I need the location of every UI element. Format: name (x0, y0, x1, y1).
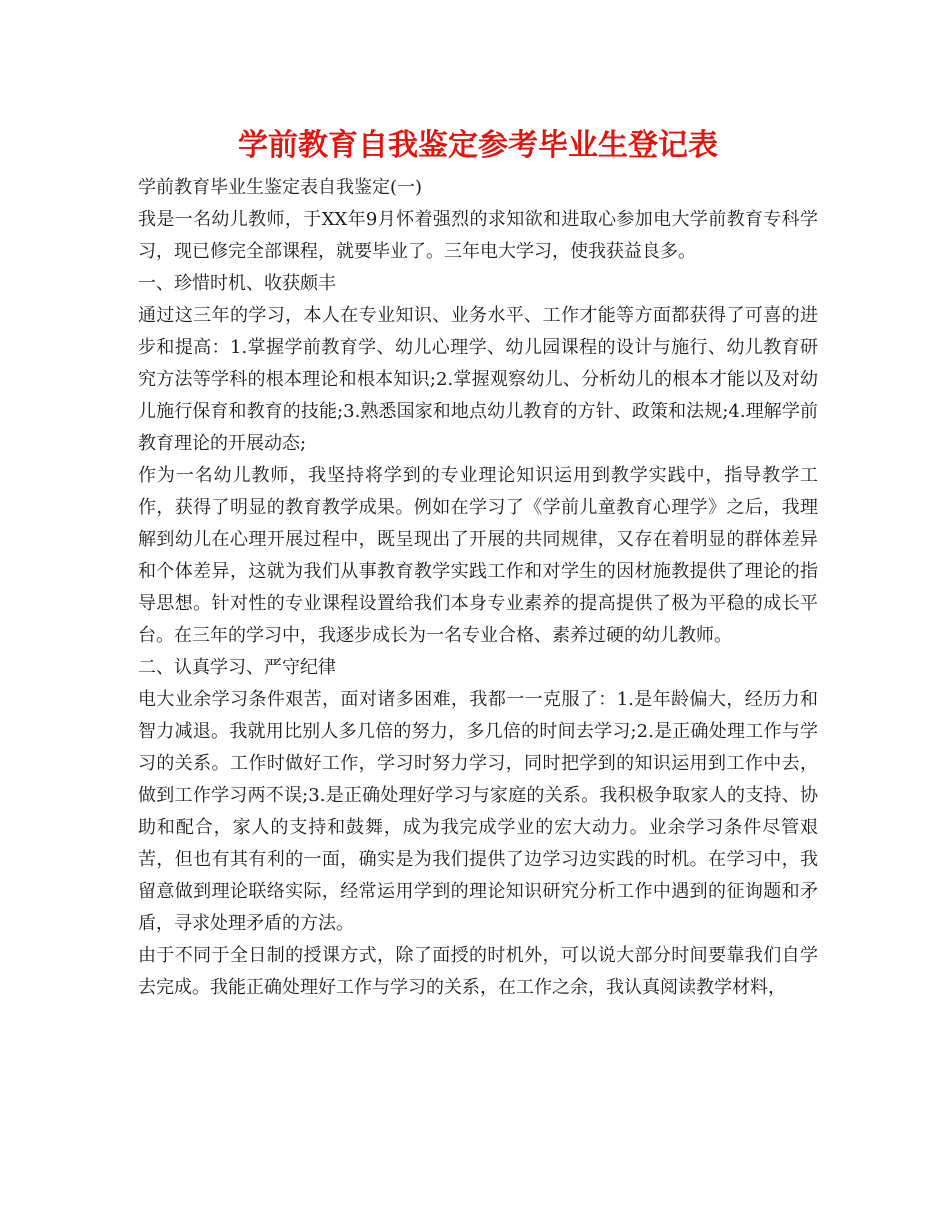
paragraph-difficulties: 电大业余学习条件艰苦，面对诸多困难，我都一一克服了：1.是年龄偏大，经历力和智力减退。我就用比别人多几倍的努力，多几倍的时间去学习;2.是正确处理工作与学习的关系。工作时做好工作，学习时努力学习，同时把学到的知识运用到工作中去，做到工作学习两不误;3.是正确处理好学习与家庭的关系。我积极争取家人的支持、协助和配合，家人的支持和鼓舞，成为我完成学业的宏大动力。业余学习条件尽管艰苦，但也有其有利的一面，确实是为我们提供了边学习边实践的时机。在学习中，我留意做到理论联络实际，经常运用学到的理论知识研究分析工作中遇到的征询题和矛盾，寻求处理矛盾的方法。 (138, 689, 818, 934)
section-heading-2: 二、认真学习、严守纪律 (138, 657, 336, 678)
paragraph-progress: 通过这三年的学习，本人在专业知识、业务水平、工作才能等方面都获得了可喜的进步和提高：1.掌握学前教育学、幼儿心理学、幼儿园课程的设计与施行、幼儿教育研究方法等学科的根本理论和根本知识;2.掌握观察幼儿、分析幼儿的根本才能以及对幼儿施行保育和教育的技能;3.熟悉国家和地点幼儿教育的方针、政策和法规;4.理解学前教育理论的开展动态; (138, 305, 818, 454)
paragraph-practice: 作为一名幼儿教师，我坚持将学到的专业理论知识运用到教学实践中，指导教学工作，获得了明显的教育教学成果。例如在学习了《学前儿童教育心理学》之后，我理解到幼儿在心理开展过程中，既呈现出了开展的共同规律，又存在着明显的群体差异和个体差异，这就为我们从事教育教学实践工作和对学生的因材施教提供了理论的指导思想。针对性的专业课程设置给我们本身专业素养的提高提供了极为平稳的成长平台。在三年的学习中，我逐步成长为一名专业合格、素养过硬的幼儿教师。 (138, 465, 818, 646)
section-heading-1: 一、珍惜时机、收获颇丰 (138, 273, 336, 294)
document-page (138, 126, 818, 1004)
paragraph-self-study: 由于不同于全日制的授课方式，除了面授的时机外，可以说大部分时间要靠我们自学去完成。我能正确处理好工作与学习的关系，在工作之余，我认真阅读教学材料， (138, 945, 818, 998)
paragraph-intro: 我是一名幼儿教师，于XX年9月怀着强烈的求知欲和进取心参加电大学前教育专科学习，现已修完全部课程，就要毕业了。三年电大学习，使我获益良多。 (138, 209, 818, 262)
document-subtitle: 学前教育毕业生鉴定表自我鉴定(一) (138, 177, 423, 198)
document-title: 学前教育自我鉴定参考毕业生登记表 (238, 128, 718, 163)
